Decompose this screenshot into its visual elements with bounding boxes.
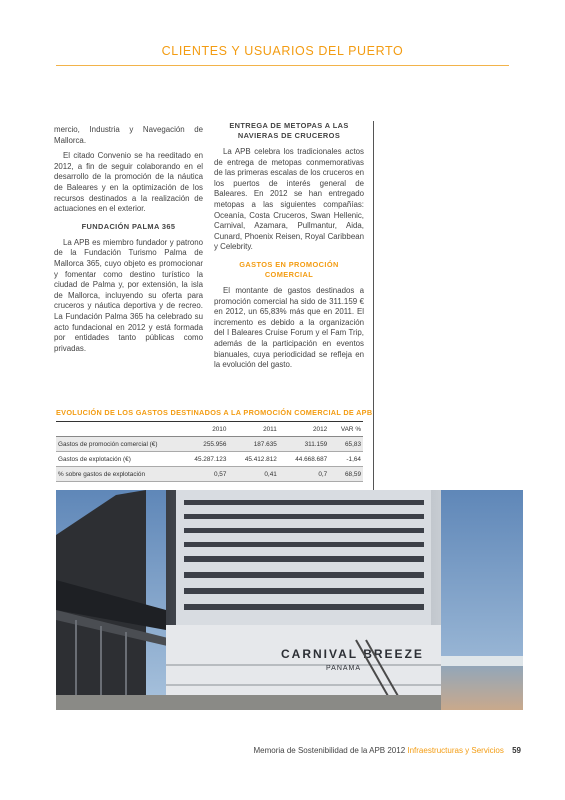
footer-section: Infraestructuras y Servicios	[407, 746, 504, 755]
table-cell: Gastos de explotación (€)	[56, 452, 178, 467]
table-header-cell	[56, 422, 178, 437]
cruise-ship-photo	[56, 490, 523, 710]
left-paragraph-3: La APB es miembro fundador y patrono de la Fundación Turismo Palma de Mallorca 365, cuyo objeto es promocionar y fomentar como destino turístico la ciudad de Palma y, por extensión, la isla de Mallorca, incluyendo su oferta para cruceros y náutica deportiva y de recreo. La Fundación Palma 365 ha celebrado su acto fundacional en 2012 y está formada por entidades tanto públicas como privadas.	[54, 237, 203, 353]
ship-name-text: CARNIVAL BREEZE	[281, 647, 424, 661]
table-row	[56, 452, 363, 467]
table-cell: 45.412.812	[228, 452, 278, 467]
table-header-row	[56, 422, 363, 437]
page-header-title: CLIENTES Y USUARIOS DEL PUERTO	[161, 44, 404, 58]
table-header-cell: VAR %	[329, 422, 363, 437]
table-cell: 44.668.687	[279, 452, 329, 467]
table-cell: % sobre gastos de explotación	[56, 467, 178, 482]
left-paragraph-2: El citado Convenio se ha reeditado en 2012, a fin de seguir colaborando en el desarrollo de la promoción de la náutica de Baleares y en la optimización de los recursos destinados a la realización de actuaciones en el exterior.	[54, 151, 203, 214]
column-divider	[373, 121, 374, 490]
table-header-cell: 2011	[228, 422, 278, 437]
right-subheading-1: ENTREGA DE METOPAS A LAS NAVIERAS DE CRUCEROS	[229, 121, 349, 140]
right-paragraph-1: La APB celebra los tradicionales actos de entrega de metopas conmemorativas de las primeras escalas de los cruceros en los puertos de interés general de Baleares. En 2012 se han entregado metopas a las siguientes compañías: Oceanía, Costa Cruceros, Swan Hellenic, Carnival, Azamara, Pullmantur, Aida, Cunard, Phoenix Reisen, Royal Caribbean y Celebrity.	[214, 147, 364, 252]
header-divider	[56, 65, 509, 66]
footer-text: Memoria de Sostenibilidad de la APB 2012	[253, 746, 406, 755]
table-cell: 45.287.123	[178, 452, 228, 467]
table-cell: 187.635	[228, 437, 278, 452]
right-column	[214, 121, 364, 376]
table-header-cell: 2010	[178, 422, 228, 437]
left-column	[54, 125, 203, 359]
table-cell: 311.159	[279, 437, 329, 452]
left-subheading: FUNDACIÓN PALMA 365	[81, 221, 176, 231]
table-title: EVOLUCIÓN DE LOS GASTOS DESTINADOS A LA PROMOCIÓN COMERCIAL DE APB	[56, 408, 373, 417]
table-cell: 255.956	[178, 437, 228, 452]
left-paragraph-1: mercio, Industria y Navegación de Mallorca.	[54, 125, 203, 145]
table-cell: 65,83	[329, 437, 363, 452]
table-row	[56, 437, 363, 452]
table-cell: 0,41	[228, 467, 278, 482]
table-cell: 68,59	[329, 467, 363, 482]
page-number: 59	[512, 746, 521, 755]
table-cell: Gastos de promoción comercial (€)	[56, 437, 178, 452]
ship-port-text: PANAMA	[326, 665, 362, 672]
table-header-cell: 2012	[279, 422, 329, 437]
right-paragraph-2: El montante de gastos destinados a promoción comercial ha sido de 311.159 € en 2012, un 65,83% más que en 2011. El incremento es debido a la organización del I Baleares Cruise Forum y el Fam Trip, además de la participación en eventos bianuales, cuya periodicidad se refleja en la evolución del gasto.	[214, 285, 364, 370]
expenses-table	[56, 421, 363, 482]
right-subheading-2: GASTOS EN PROMOCIÓN COMERCIAL	[239, 259, 339, 279]
cruise-ship-illustration	[56, 490, 523, 710]
page-footer	[253, 746, 521, 755]
table-row	[56, 467, 363, 482]
table-cell: -1,64	[329, 452, 363, 467]
table-cell: 0,7	[279, 467, 329, 482]
table-cell: 0,57	[178, 467, 228, 482]
